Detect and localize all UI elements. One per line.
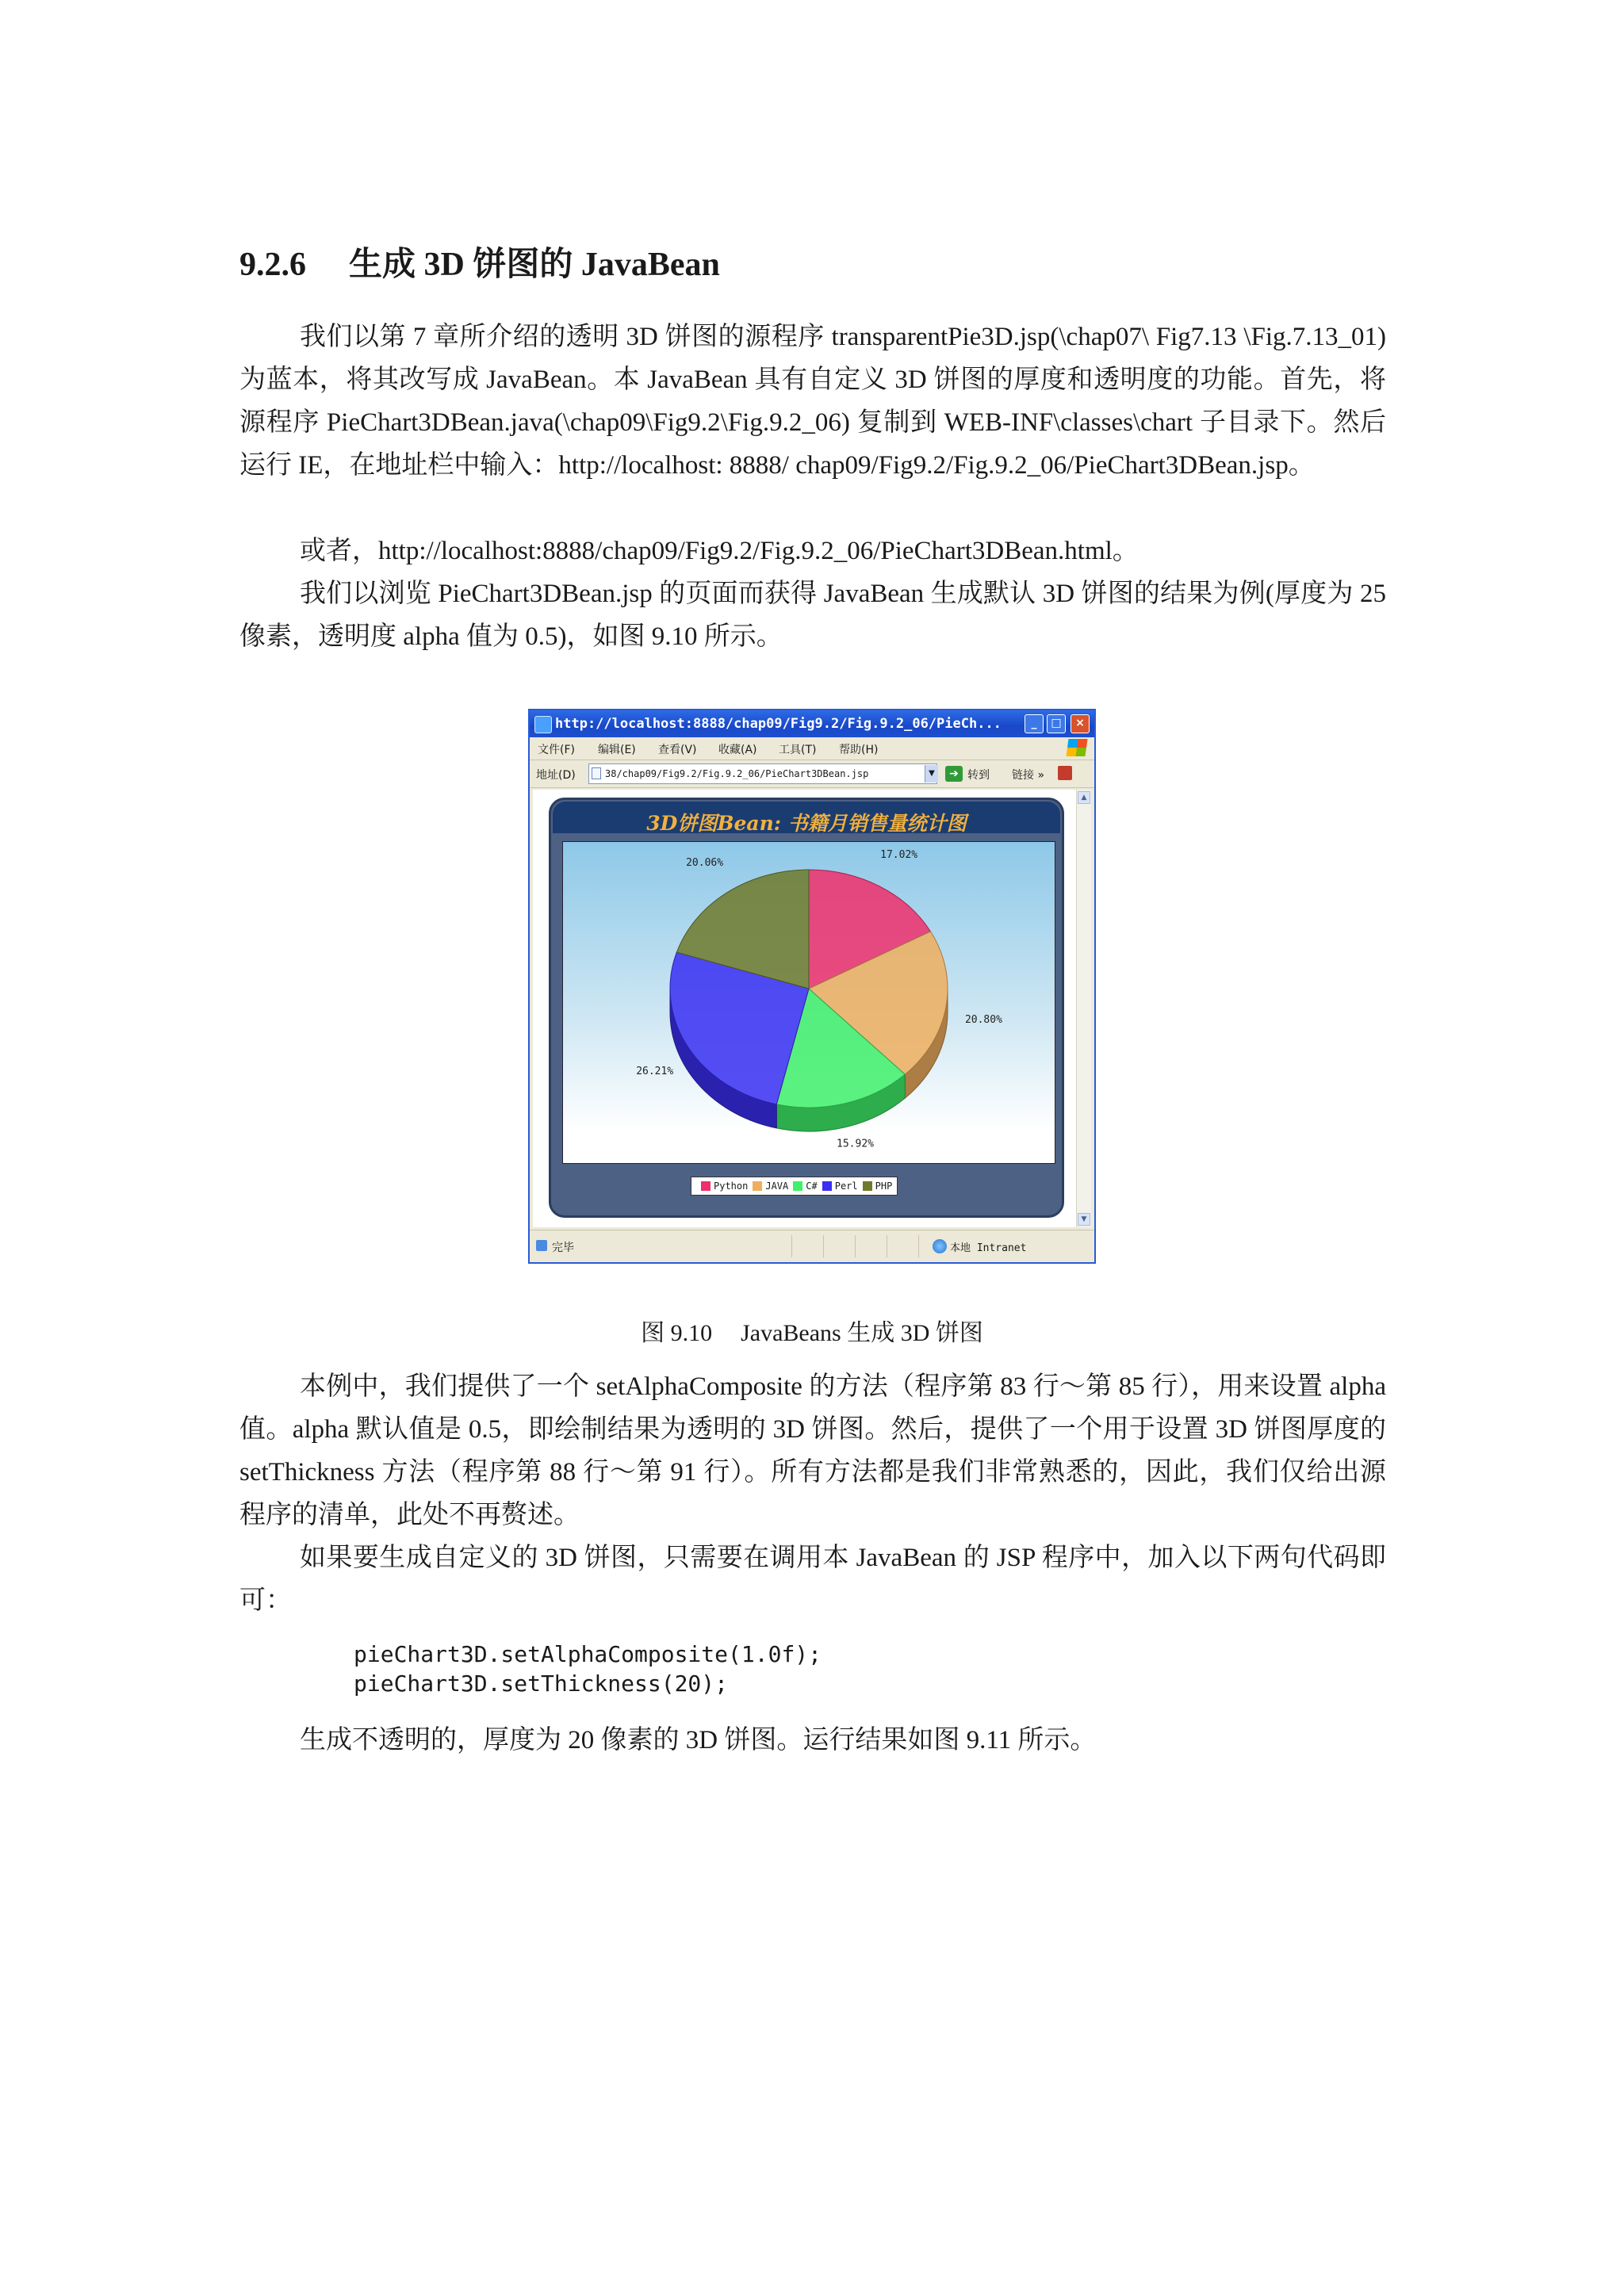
go-button[interactable]: 转到 [967,769,990,782]
menu-favorites[interactable]: 收藏(A) [718,744,757,756]
section-number: 9.2.6 [239,247,306,283]
legend-swatch-php [863,1181,872,1191]
scroll-down-icon[interactable]: ▼ [1078,1213,1090,1226]
pie-label-python: 17.02% [880,848,918,861]
code-line: pieChart3D.setAlphaComposite(1.0f); [354,1641,822,1667]
status-divider [855,1235,856,1257]
toolbar-extra-icon[interactable] [1058,766,1072,780]
status-bar [530,1230,1094,1262]
chart-title: 3D饼图Bean: 书籍月销售量统计图 [646,812,967,835]
chart-plot-area [562,841,1055,1164]
paragraph-methods: 本例中，我们提供了一个 setAlphaComposite 的方法（程序第 83 行～第 85 行），用来设置 alpha 值。alpha 默认值是 0.5，即绘制结果为透明的 3D 饼图。然后，提供了一个用于设置 3D 饼图厚度的 setThickness 方法（程序第 88 行～第 91 行）。所有方法都是我们非常熟悉的，因此，我们仅给出源程序的清单，此处不再赘述。 [239,1372,1386,1529]
pie-label-perl: 26.21% [636,1066,674,1078]
go-arrow-icon[interactable]: ➔ [945,766,963,782]
menu-bar [530,737,1094,760]
close-button[interactable]: × [1071,714,1090,733]
figure-label: 图 9.10 [641,1320,713,1346]
paragraph-alt-url: 或者，http://localhost:8888/chap09/Fig9.2/Fig.9.2_06/PieChart3DBean.html。 [300,537,1139,565]
address-dropdown-icon[interactable]: ▼ [925,765,938,783]
menu-view[interactable]: 查看(V) [658,744,697,756]
page-icon [592,767,601,779]
paragraph-custom: 如果要生成自定义的 3D 饼图，只需要在调用本 JavaBean 的 JSP 程序中，加入以下两句代码即可： [239,1544,1386,1615]
browser-title: http://localhost:8888/chap09/Fig9.2/Fig.9.2_06/PieCh... [555,716,1002,732]
section-title: 生成 3D 饼图的 JavaBean [349,247,720,283]
figure-caption-text: JavaBeans 生成 3D 饼图 [741,1320,983,1346]
chart-legend [691,1177,898,1196]
pie-chart [563,842,1055,1163]
legend-label-php: PHP [875,1181,893,1192]
status-divider [791,1235,792,1257]
pie-label-c#: 15.92% [837,1138,874,1150]
paragraph-result: 生成不透明的，厚度为 20 像素的 3D 饼图。运行结果如图 9.11 所示。 [300,1726,1097,1755]
legend-label-perl: Perl [834,1181,858,1192]
legend-swatch-python [701,1181,710,1191]
ie-icon [534,716,552,733]
menu-file[interactable]: 文件(F) [538,744,575,756]
section-heading [239,238,720,285]
status-divider [918,1235,919,1257]
vertical-scrollbar[interactable] [1076,790,1091,1227]
legend-swatch-java [753,1181,762,1191]
code-block [354,1640,822,1698]
scroll-up-icon[interactable]: ▲ [1078,791,1090,804]
legend-swatch-perl [822,1181,832,1191]
menu-help[interactable]: 帮助(H) [839,744,879,756]
security-zone: 本地 Intranet [950,1242,1027,1254]
address-label: 地址(D) [536,769,576,782]
status-text: 完毕 [552,1242,574,1254]
chart-panel [549,798,1064,1218]
pie-label-php: 20.06% [686,856,724,869]
address-input[interactable]: 38/chap09/Fig9.2/Fig.9.2_06/PieChart3DBean.jsp [588,763,937,784]
menu-edit[interactable]: 编辑(E) [598,744,636,756]
status-divider [823,1235,824,1257]
page-done-icon [536,1240,547,1251]
menu-tools[interactable]: 工具(T) [779,744,817,756]
page-viewport [533,790,1078,1227]
legend-label-python: Python [714,1181,749,1192]
maximize-button[interactable]: □ [1047,714,1066,733]
address-bar [530,760,1094,788]
pie-label-java: 20.80% [964,1014,1002,1027]
legend-swatch-c# [793,1181,802,1191]
links-button[interactable]: 链接 » [1012,769,1045,782]
legend-label-c#: C# [806,1181,818,1192]
legend-label-java: JAVA [765,1181,789,1192]
minimize-button[interactable]: _ [1025,714,1044,733]
figure-caption [0,1313,1624,1348]
browser-window [528,709,1096,1264]
windows-logo-icon [1066,739,1087,756]
intranet-zone-icon [933,1239,947,1253]
paragraph-intro: 我们以第 7 章所介绍的透明 3D 饼图的源程序 transparentPie3D.jsp(\chap07\ Fig7.13 \Fig.7.13_01)为蓝本，将其改写成 JavaBean。本 JavaBean 具有自定义 3D 饼图的厚度和透明度的功能。首先，将源程序 PieChart3DBean.java(\chap09\Fig9.2\Fig.9.2_06) 复制到 WEB-INF\classes\chart 子目录下。然后运行 IE，在地址栏中输入：http://localhost: 8888/ chap09/Fig9.2/Fig.9.2_06/PieChart3DBean.jsp。 [239,323,1386,480]
paragraph-example: 我们以浏览 PieChart3DBean.jsp 的页面而获得 JavaBean 生成默认 3D 饼图的结果为例(厚度为 25 像素，透明度 alpha 值为 0.5)，如图 9.10 所示。 [239,580,1386,651]
code-line: pieChart3D.setThickness(20); [354,1670,729,1697]
browser-titlebar [530,710,1094,737]
